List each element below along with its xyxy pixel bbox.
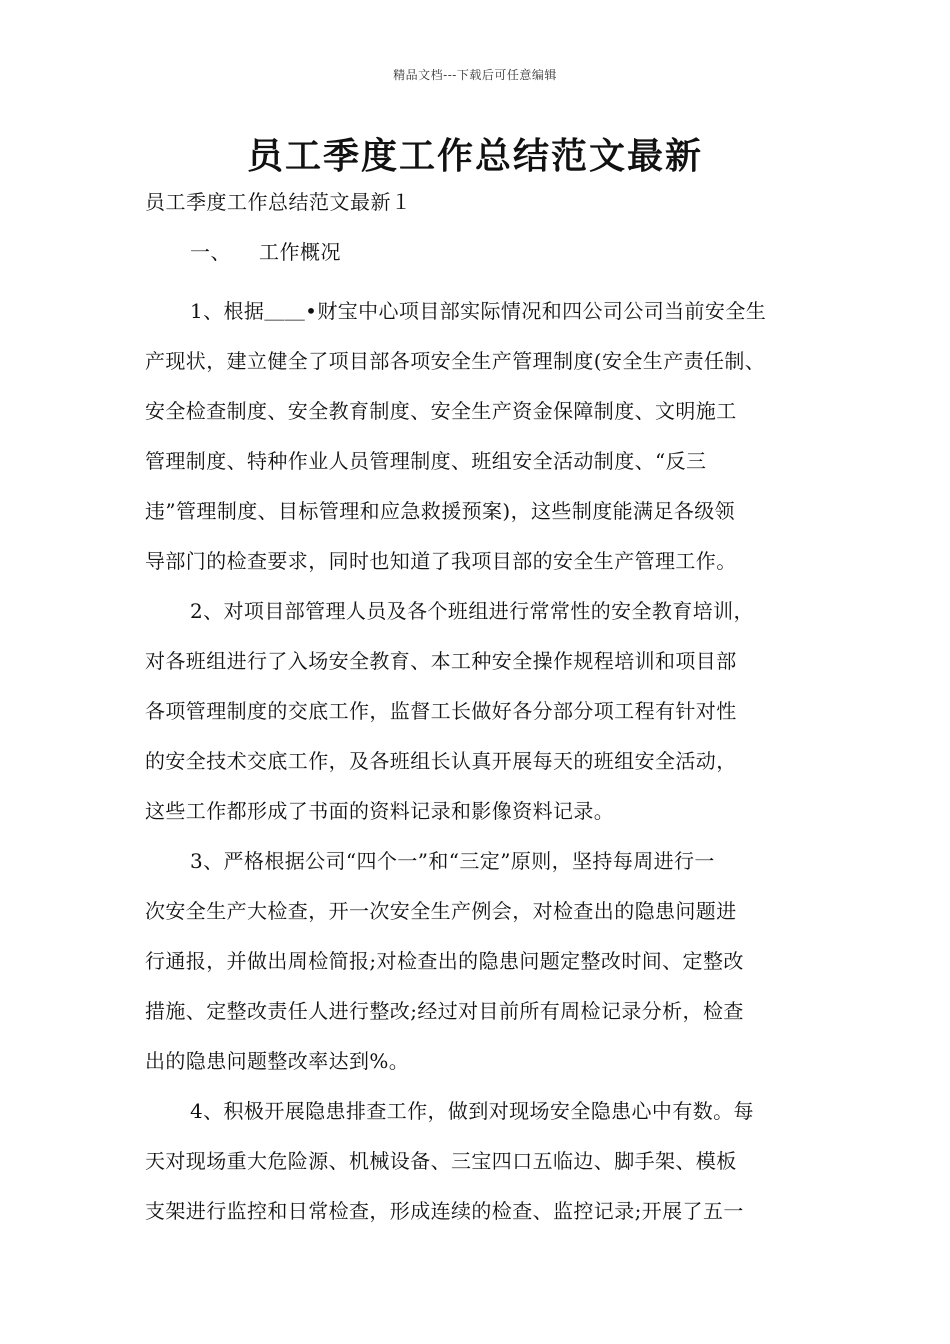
paragraph-line: 天对现场重大危险源、机械设备、三宝四口五临边、脚手架、模板	[145, 1149, 737, 1173]
paragraph-line: 2、对项目部管理人员及各个班组进行常常性的安全教育培训，	[190, 599, 754, 623]
paragraph-line: 产现状，建立健全了项目部各项安全生产管理制度(安全生产责任制、	[145, 349, 766, 373]
paragraph-1	[145, 286, 815, 586]
paragraph-3	[145, 836, 815, 1086]
paragraph-line: 对各班组进行了入场安全教育、本工种安全操作规程培训和项目部	[145, 649, 737, 673]
paragraph-line: 导部门的检查要求，同时也知道了我项目部的安全生产管理工作。	[145, 549, 737, 573]
paragraph-line: 3、严格根据公司“四个一”和“三定”原则，坚持每周进行一	[190, 849, 715, 873]
document-title: 员工季度工作总结范文最新	[246, 135, 703, 177]
paragraph-line: 各项管理制度的交底工作，监督工长做好各分部分项工程有针对性	[145, 699, 737, 723]
paragraph-line: 措施、定整改责任人进行整改;经过对目前所有周检记录分析，检查	[145, 999, 744, 1023]
header-note: 精品文档---下载后可任意编辑	[393, 68, 557, 82]
section-heading	[190, 236, 341, 265]
paragraph-line: 行通报，并做出周检简报;对检查出的隐患问题定整改时间、定整改	[145, 949, 744, 973]
paragraph-line: 管理制度、特种作业人员管理制度、班组安全活动制度、“反三	[145, 449, 707, 473]
paragraph-line: 支架进行监控和日常检查，形成连续的检查、监控记录;开展了五一	[145, 1199, 744, 1223]
paragraph-line: 4、积极开展隐患排查工作，做到对现场安全隐患心中有数。每	[190, 1099, 754, 1123]
paragraph-line: 出的隐患问题整改率达到%。	[145, 1049, 410, 1073]
paragraph-line: 次安全生产大检查，开一次安全生产例会，对检查出的隐患问题进	[145, 899, 737, 923]
section-number: 一、	[190, 240, 231, 264]
document-subtitle: 员工季度工作总结范文最新１	[145, 190, 412, 214]
paragraph-2	[145, 586, 815, 836]
paragraph-line: 1、根据＿＿•财宝中心项目部实际情况和四公司公司当前安全生	[190, 299, 767, 323]
paragraph-line: 违”管理制度、目标管理和应急救援预案)，这些制度能满足各级领	[145, 499, 736, 523]
paragraph-line: 这些工作都形成了书面的资料记录和影像资料记录。	[145, 799, 615, 823]
paragraph-line: 安全检查制度、安全教育制度、安全生产资金保障制度、文明施工	[145, 399, 737, 423]
paragraph-line: 的安全技术交底工作，及各班组长认真开展每天的班组安全活动，	[145, 749, 737, 773]
document-body	[145, 286, 815, 1236]
paragraph-4	[145, 1086, 815, 1236]
section-label: 工作概况	[259, 240, 341, 264]
